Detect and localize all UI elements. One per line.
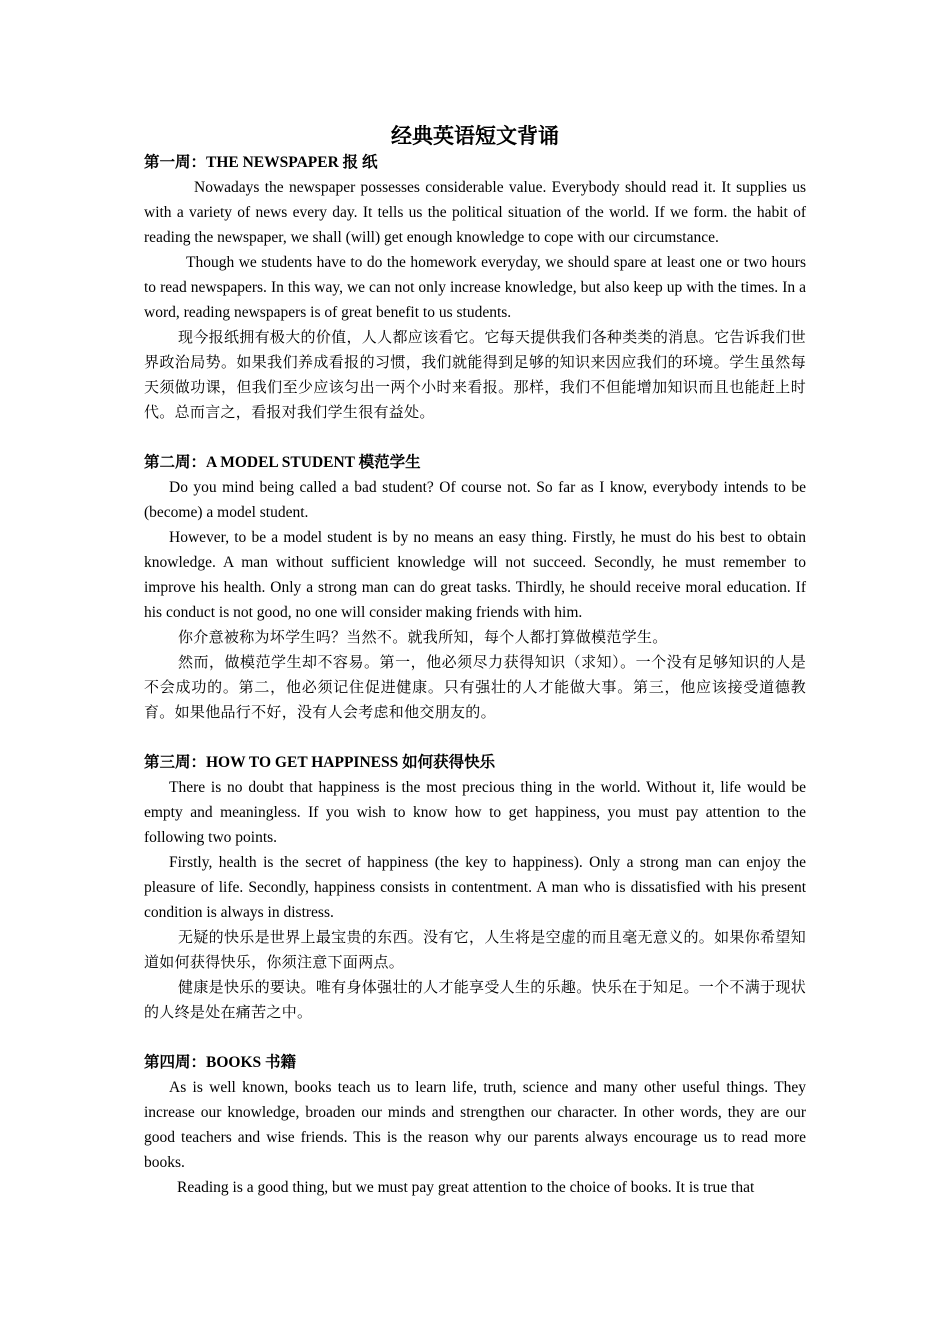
paragraph: 健康是快乐的要诀。唯有身体强壮的人才能享受人生的乐趣。快乐在于知足。一个不满于现状的人终是处在痛苦之中。: [144, 978, 806, 1021]
document-page: [144, 122, 806, 1200]
section-week-1: [144, 150, 806, 425]
document-title: 经典英语短文背诵: [391, 124, 559, 148]
paragraph: Do you mind being called a bad student? Of course not. So far as I know, everybody intends to be (become) a model student.: [144, 479, 806, 521]
section-week-3: [144, 750, 806, 1025]
paragraph: 现今报纸拥有极大的价值，人人都应该看它。它每天提供我们各种类类的消息。它告诉我们世界政治局势。如果我们养成看报的习惯，我们就能得到足够的知识来因应我们的环境。学生虽然每天须做功课，但我们至少应该匀出一两个小时来看报。那样，我们不但能增加知识而且也能赶上时代。总而言之，看报对我们学生很有益处。: [144, 328, 806, 421]
section-heading: 第三周：HOW TO GET HAPPINESS 如何获得快乐: [144, 754, 496, 771]
section-spacer: [144, 1025, 806, 1050]
section-week-2: [144, 450, 806, 725]
section-spacer: [144, 425, 806, 450]
section-heading: 第四周：BOOKS 书籍: [144, 1054, 297, 1071]
section-heading: 第一周：THE NEWSPAPER 报 纸: [144, 154, 378, 171]
paragraph: 你介意被称为坏学生吗？当然不。就我所知，每个人都打算做模范学生。: [178, 628, 668, 646]
section-spacer: [144, 725, 806, 750]
paragraph: There is no doubt that happiness is the most precious thing in the world. Without it, life would be empty and meaningless. If you wish to know how to get happiness, you must pay attention to the following two points.: [144, 779, 806, 846]
paragraph: Though we students have to do the homework everyday, we should spare at least one or two hours to read newspapers. In this way, we can not only increase knowledge, but also keep up with the times. In a word, reading newspapers is of great benefit to us students.: [144, 254, 806, 321]
paragraph: 然而，做模范学生却不容易。第一，他必须尽力获得知识（求知）。一个没有足够知识的人是不会成功的。第二，他必须记住促进健康。只有强壮的人才能做大事。第三，他应该接受道德教育。如果他品行不好，没有人会考虑和他交朋友的。: [144, 653, 806, 721]
paragraph: Firstly, health is the secret of happiness (the key to happiness). Only a strong man can enjoy the pleasure of life. Secondly, happiness consists in contentment. A man who is dissatisfied with his present condition is always in distress.: [144, 854, 806, 921]
section-heading: 第二周：A MODEL STUDENT 模范学生: [144, 454, 421, 471]
paragraph: Nowadays the newspaper possesses considerable value. Everybody should read it. It supplies us with a variety of news every day. It tells us the political situation of the world. If we form. the habit of reading the newspaper, we shall (will) get enough knowledge to cope with our circumstance.: [144, 179, 806, 246]
paragraph: 无疑的快乐是世界上最宝贵的东西。没有它，人生将是空虚的而且毫无意义的。如果你希望知道如何获得快乐，你须注意下面两点。: [144, 928, 806, 971]
paragraph: Reading is a good thing, but we must pay great attention to the choice of books. It is true that: [177, 1179, 755, 1196]
paragraph: As is well known, books teach us to learn life, truth, science and many other useful things. They increase our knowledge, broaden our minds and strengthen our character. In other words, they are our good teachers and wise friends. This is the reason why our parents always encourage us to read more books.: [144, 1079, 806, 1171]
section-week-4: [144, 1050, 806, 1200]
paragraph: However, to be a model student is by no means an easy thing. Firstly, he must do his best to obtain knowledge. A man without sufficient knowledge will not succeed. Secondly, he must remember to improve his health. Only a strong man can do great tasks. Thirdly, he should receive moral education. If his conduct is not good, no one will consider making friends with him.: [144, 529, 806, 621]
